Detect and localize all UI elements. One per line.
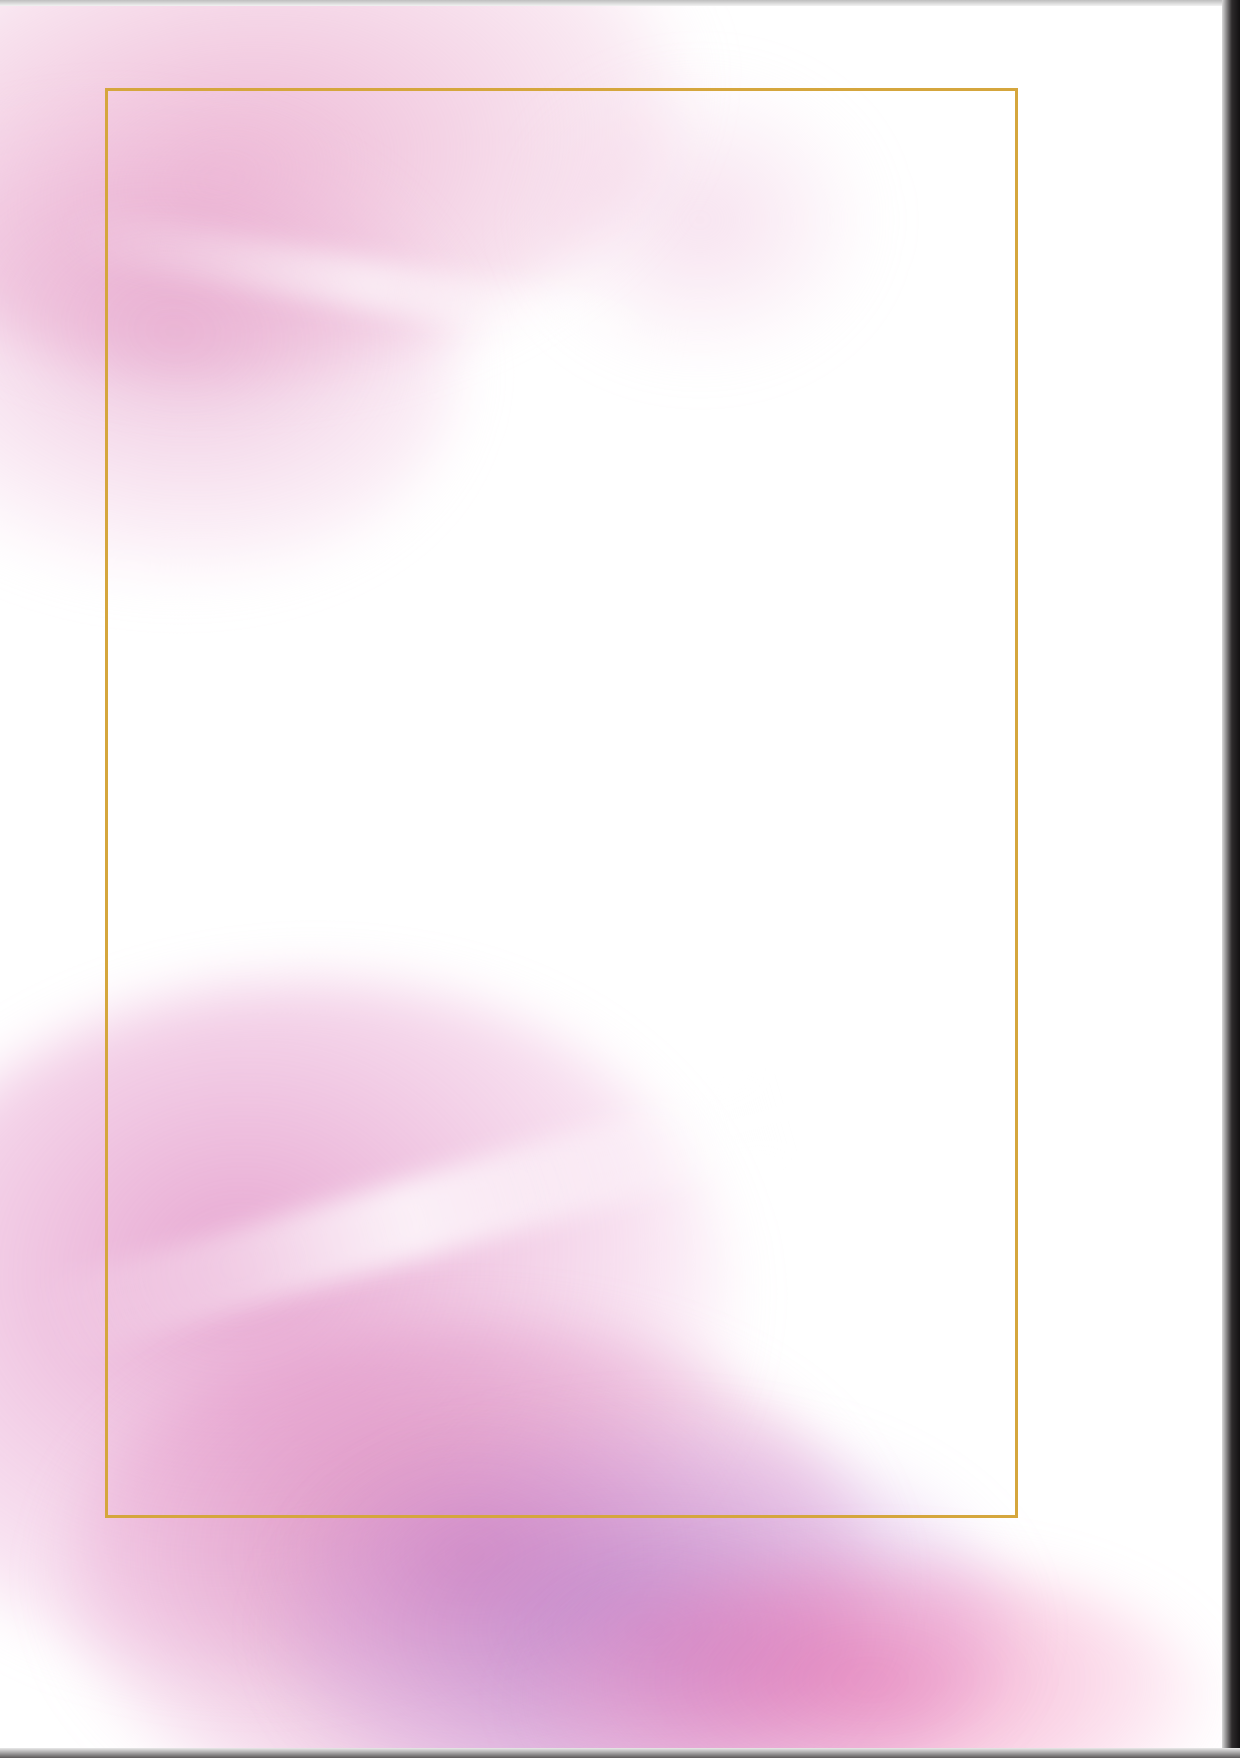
scan-edge-top <box>0 0 1240 6</box>
scan-edge-bottom <box>0 1748 1240 1758</box>
scan-edge-right <box>1222 0 1240 1758</box>
certificate-gold-border <box>105 88 1018 1518</box>
watercolor-blob <box>520 1560 1220 1758</box>
certificate-content <box>1018 88 1240 1518</box>
